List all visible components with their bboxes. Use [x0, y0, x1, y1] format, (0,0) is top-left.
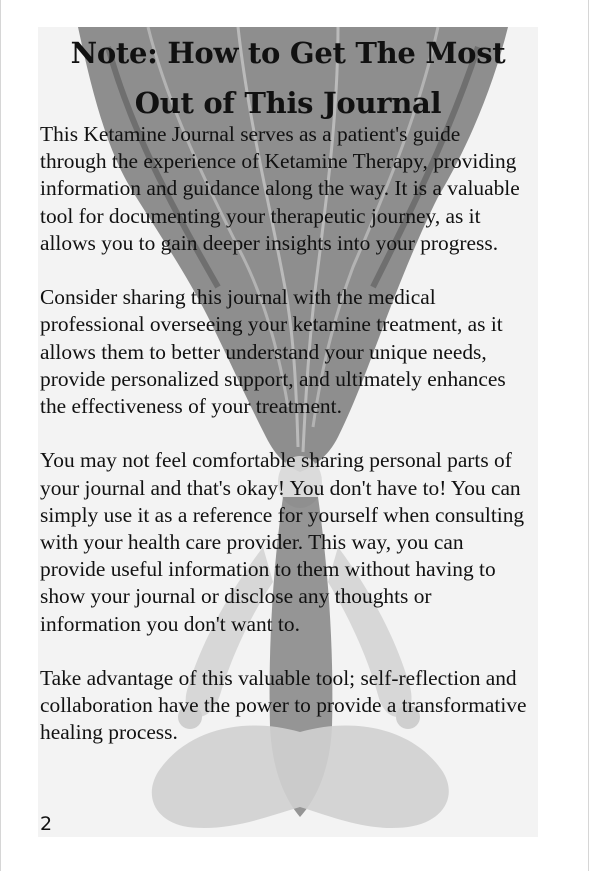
paragraph-closing: Take advantage of this valuable tool; self-reflection and collaboration have the power to provide a transformative healing process. [40, 666, 527, 745]
paragraph-intro: This Ketamine Journal serves as a patient's guide through the experience of Ketamine Therapy, providing information and guidance along the way. It is a valuable tool for documenting your therapeutic journey, as it allows you to gain deeper insights into your progress. [40, 122, 520, 255]
page-number: 2 [40, 813, 53, 835]
paragraph-privacy: You may not feel comfortable sharing personal parts of your journal and that's okay! You don't have to! You can simply use it as a reference for yourself when consulting with your health care provider. This way, you can provide useful information to them without having to show your journal or disclose any thoughts or information you don't want to. [40, 448, 525, 636]
paragraph-sharing: Consider sharing this journal with the medical professional overseeing your ketamine treatment, as it allows them to better understand your unique needs, provide personalized support, and ultimately enhances the effectiveness of your treatment. [40, 285, 506, 419]
page-title: Note: How to Get The Most Out of This Journal [70, 36, 506, 120]
body-text [40, 121, 532, 774]
